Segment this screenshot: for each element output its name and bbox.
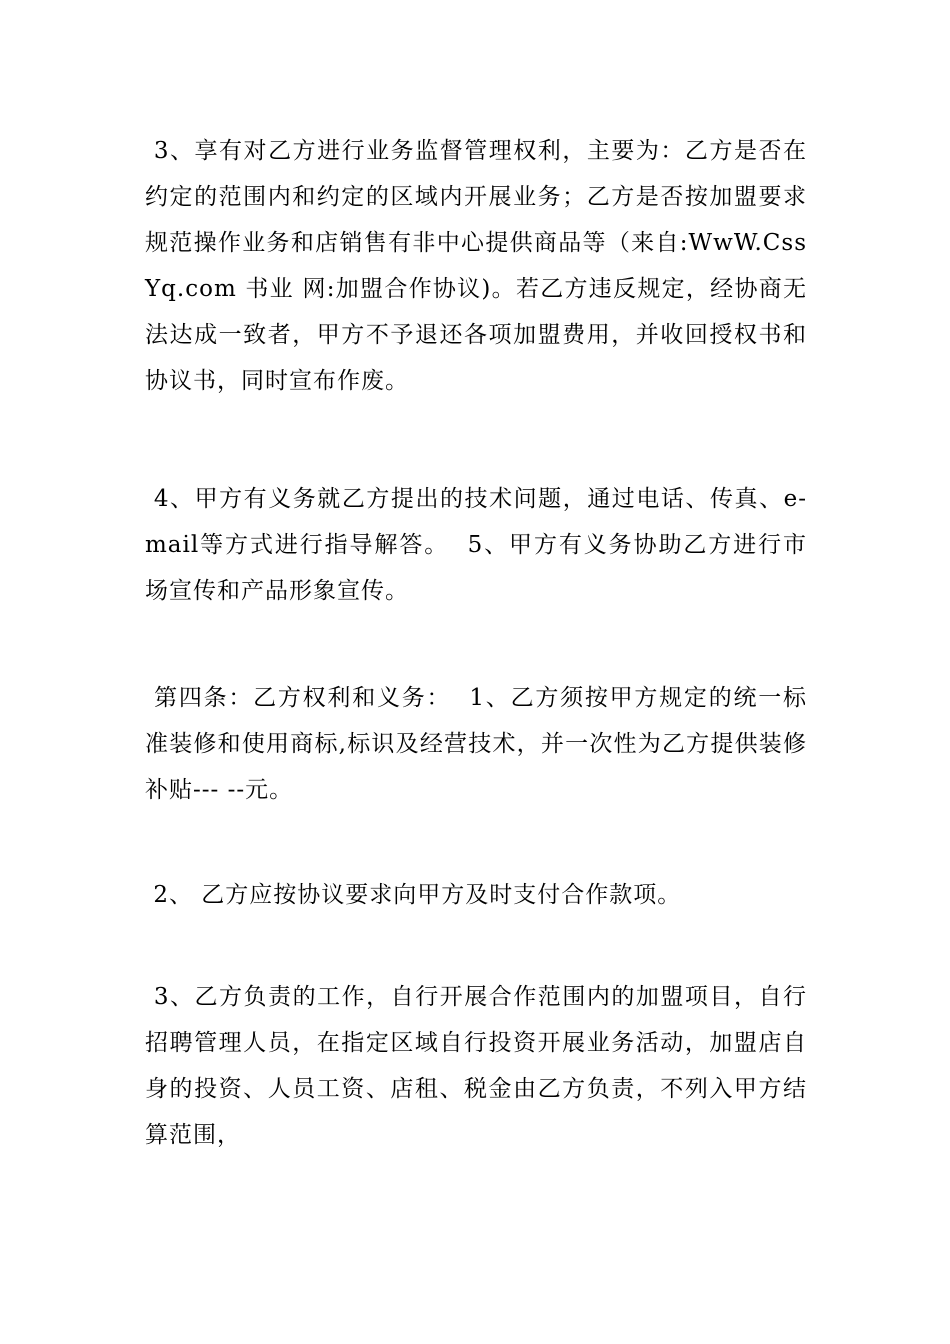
paragraph-clause-2-payment: 2、 乙方应按协议要求向甲方及时支付合作款项。 [145, 882, 682, 908]
paragraph-clause-4-5-party-a-obligations: 4、甲方有义务就乙方提出的技术问题，通过电话、传真、e-mail等方式进行指导解答。 5、甲方有义务协助乙方进行市场宣传和产品形象宣传。 [145, 486, 807, 604]
paragraph-clause-3-party-b-responsibilities: 3、乙方负责的工作，自行开展合作范围内的加盟项目，自行招聘管理人员，在指定区域自行投资开展业务活动，加盟店自身的投资、人员工资、店租、税金由乙方负责，不列入甲方结算范围， [145, 984, 808, 1148]
paragraph-article-4-party-b-rights: 第四条：乙方权利和义务： 1、乙方须按甲方规定的统一标准装修和使用商标,标识及经营技术，并一次性为乙方提供装修补贴--- --元。 [145, 685, 807, 803]
paragraph-clause-3-supervision-rights: 3、享有对乙方进行业务监督管理权利，主要为：乙方是否在约定的范围内和约定的区域内开展业务；乙方是否按加盟要求规范操作业务和店销售有非中心提供商品等（来自:WwW.CssYq.com 书业 网:加盟合作协议)。若乙方违反规定，经协商无法达成一致者，甲方不予退还各项加盟费用，并收回授权书和协议书，同时宣布作废。 [145, 138, 808, 394]
